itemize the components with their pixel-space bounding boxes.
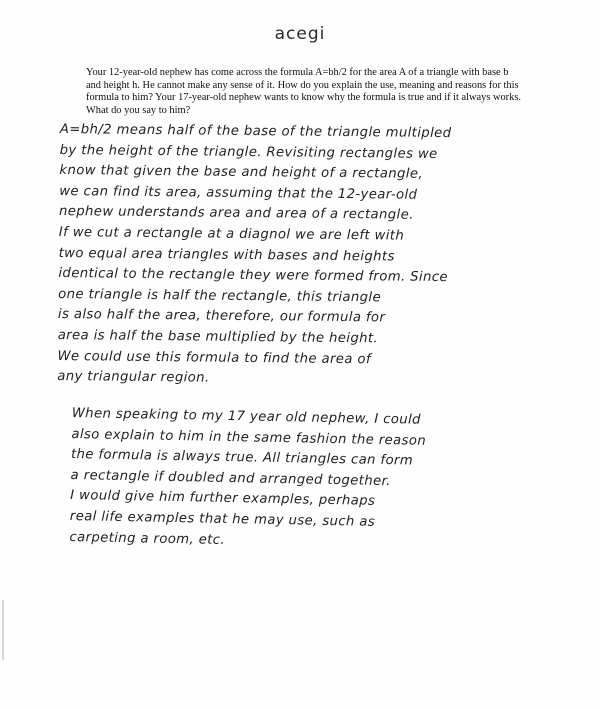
answer-line: I would give him further examples, perhaps <box>70 488 376 510</box>
answer-line: any triangular region. <box>57 369 210 386</box>
answer-paragraph-1 <box>57 120 560 393</box>
answer-line: is also half the area, therefore, our formula for <box>57 307 386 326</box>
answer-line: real life examples that he may use, such as <box>69 508 376 530</box>
scan-edge-mark <box>2 600 4 660</box>
answer-line: one triangle is half the rectangle, this triangle <box>58 286 382 306</box>
answer-line: also explain to him in the same fashion the reason <box>71 426 427 449</box>
answer-line: If we cut a rectangle at a diagnol we are left with <box>58 224 405 244</box>
answer-line: a rectangle if doubled and arranged together. <box>70 467 391 489</box>
answer-paragraph-2 <box>69 404 552 557</box>
answer-line: we can find its area, assuming that the 12-year-old <box>59 183 418 203</box>
answer-line: by the height of the triangle. Revisiting rectangles we <box>59 142 438 162</box>
answer-line: know that given the base and height of a rectangle, <box>59 163 424 182</box>
answer-line: identical to the rectangle they were formed from. Since <box>58 266 449 286</box>
answer-line: the formula is always true. All triangles can form <box>70 447 414 469</box>
question-prompt: Your 12-year-old nephew has come across the formula A=bh/2 for the area A of a triangle with base b and height h. He cannot make any sense of it. How do you explain the use, meaning and reasons for this formula to him? Your 17-year-old nephew wants to know why the formula is true and if it always works. What do you say to him? <box>86 67 521 116</box>
answer-line: two equal area triangles with bases and heights <box>58 245 395 265</box>
answer-line: A=bh/2 means half of the base of the triangle multipled <box>59 121 452 142</box>
answer-line: carpeting a room, etc. <box>69 529 226 548</box>
answer-line: When speaking to my 17 year old nephew, I could <box>71 405 422 428</box>
student-name: acegi <box>274 24 326 44</box>
answer-line: area is half the base multiplied by the height. <box>57 327 379 347</box>
answer-line: nephew understands area and area of a rectangle. <box>58 204 414 224</box>
answer-line: We could use this formula to find the area of <box>57 348 371 367</box>
